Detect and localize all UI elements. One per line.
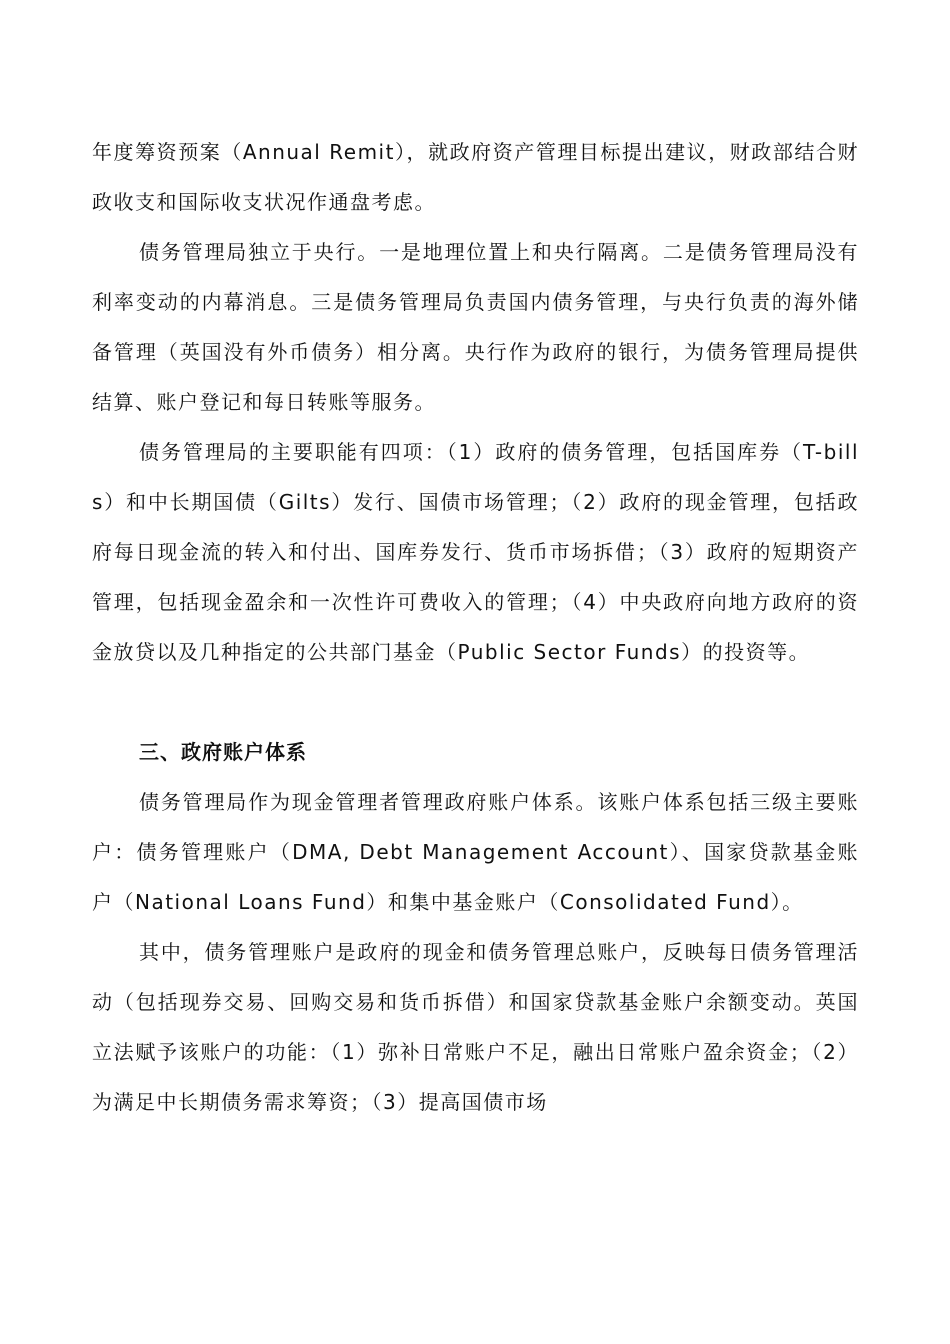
section-spacer bbox=[92, 677, 859, 727]
paragraph-dmo-independence: 债务管理局独立于央行。一是地理位置上和央行隔离。二是债务管理局没有利率变动的内幕消息。三是债务管理局负责国内债务管理，与央行负责的海外储备管理（英国没有外币债务）相分离。央行作为政府的银行，为债务管理局提供结算、账户登记和每日转账等服务。 bbox=[92, 240, 859, 414]
section-heading: 三、政府账户体系 bbox=[139, 740, 307, 764]
paragraph-dmo-functions: 债务管理局的主要职能有四项：（1）政府的债务管理，包括国库券（T-bills）和中长期国债（Gilts）发行、国债市场管理；（2）政府的现金管理，包括政府每日现金流的转入和付出、国库券发行、货币市场拆借；（3）政府的短期资产管理，包括现金盈余和一次性许可费收入的管理；（4）中央政府向地方政府的资金放贷以及几种指定的公共部门基金（Public Sector Funds）的投资等。 bbox=[92, 440, 859, 664]
paragraph-dma: 其中，债务管理账户是政府的现金和债务管理总账户，反映每日债务管理活动（包括现券交易、回购交易和货币拆借）和国家贷款基金账户余额变动。英国立法赋予该账户的功能：（1）弥补日常账户不足，融出日常账户盈余资金；（2）为满足中长期债务需求筹资；（3）提高国债市场 bbox=[92, 940, 859, 1114]
paragraph-annual-remit: 年度筹资预案（Annual Remit），就政府资产管理目标提出建议，财政部结合财政收支和国际收支状况作通盘考虑。 bbox=[92, 140, 859, 214]
document-page bbox=[92, 127, 859, 1127]
paragraph-account-system: 债务管理局作为现金管理者管理政府账户体系。该账户体系包括三级主要账户：债务管理账户（DMA, Debt Management Account）、国家贷款基金账户（National Loans Fund）和集中基金账户（Consolidated Fund）。 bbox=[92, 790, 859, 914]
